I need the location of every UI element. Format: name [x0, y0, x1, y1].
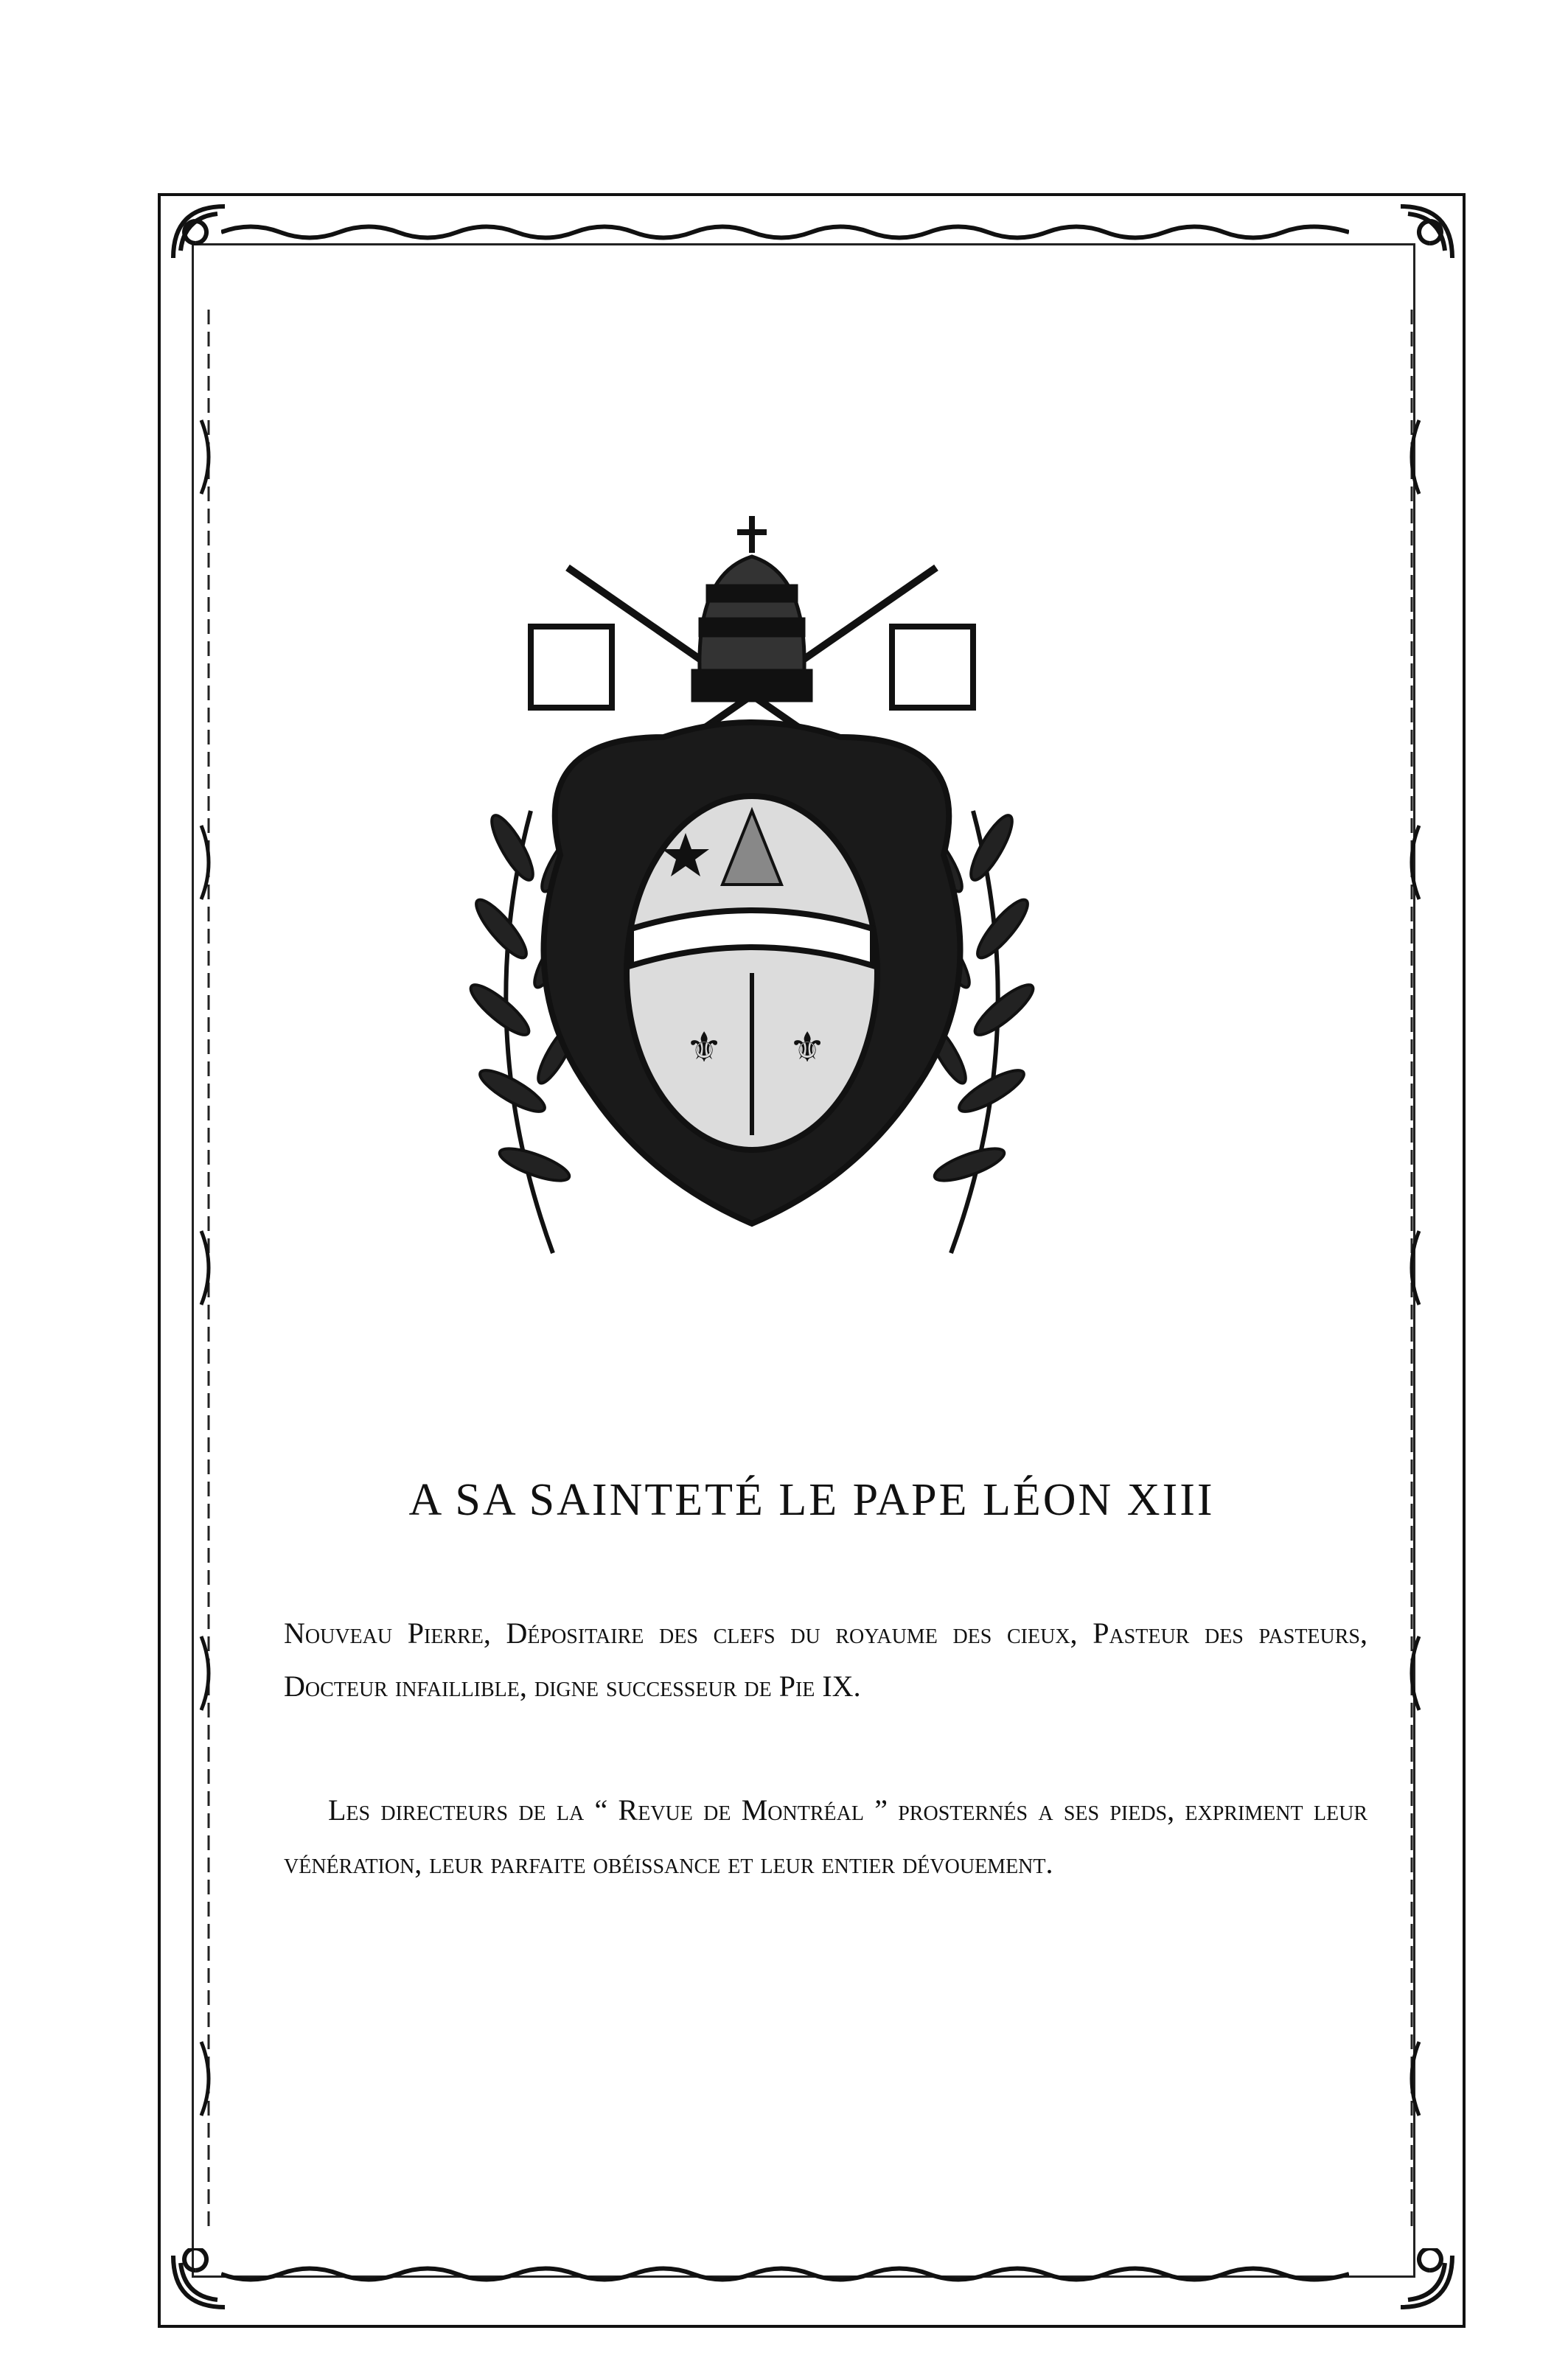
- dedication-heading: A SA SAINTETÉ LE PAPE LÉON XIII: [408, 1475, 1215, 1525]
- corner-flourish-icon: [166, 199, 232, 265]
- dedication-paragraph: Nouveau Pierre, Dépositaire des clefs du royaume des cieux, Pasteur des pasteurs, Docteur infaillible, digne successeur de Pie IX.: [284, 1617, 1368, 1703]
- corner-flourish-icon: [1393, 2248, 1460, 2315]
- right-side-ornament: [1401, 310, 1423, 2226]
- svg-text:⚜: ⚜: [686, 1024, 723, 1072]
- dedication-paragraph: Les directeurs de la “ Revue de Montréal ” prosternés a ses pieds, expriment leur vénération, leur parfaite obéissance et leur entier dévouement.: [284, 1793, 1367, 1880]
- left-side-ornament: [198, 310, 220, 2226]
- papal-tiara-icon: [693, 516, 811, 700]
- bottom-ornament-band: [221, 2263, 1349, 2285]
- corner-flourish-icon: [166, 2248, 232, 2315]
- papal-coat-of-arms: [442, 516, 1062, 1283]
- svg-text:⚜: ⚜: [789, 1024, 826, 1072]
- corner-flourish-icon: [1393, 199, 1460, 265]
- top-ornament-band: [221, 221, 1349, 243]
